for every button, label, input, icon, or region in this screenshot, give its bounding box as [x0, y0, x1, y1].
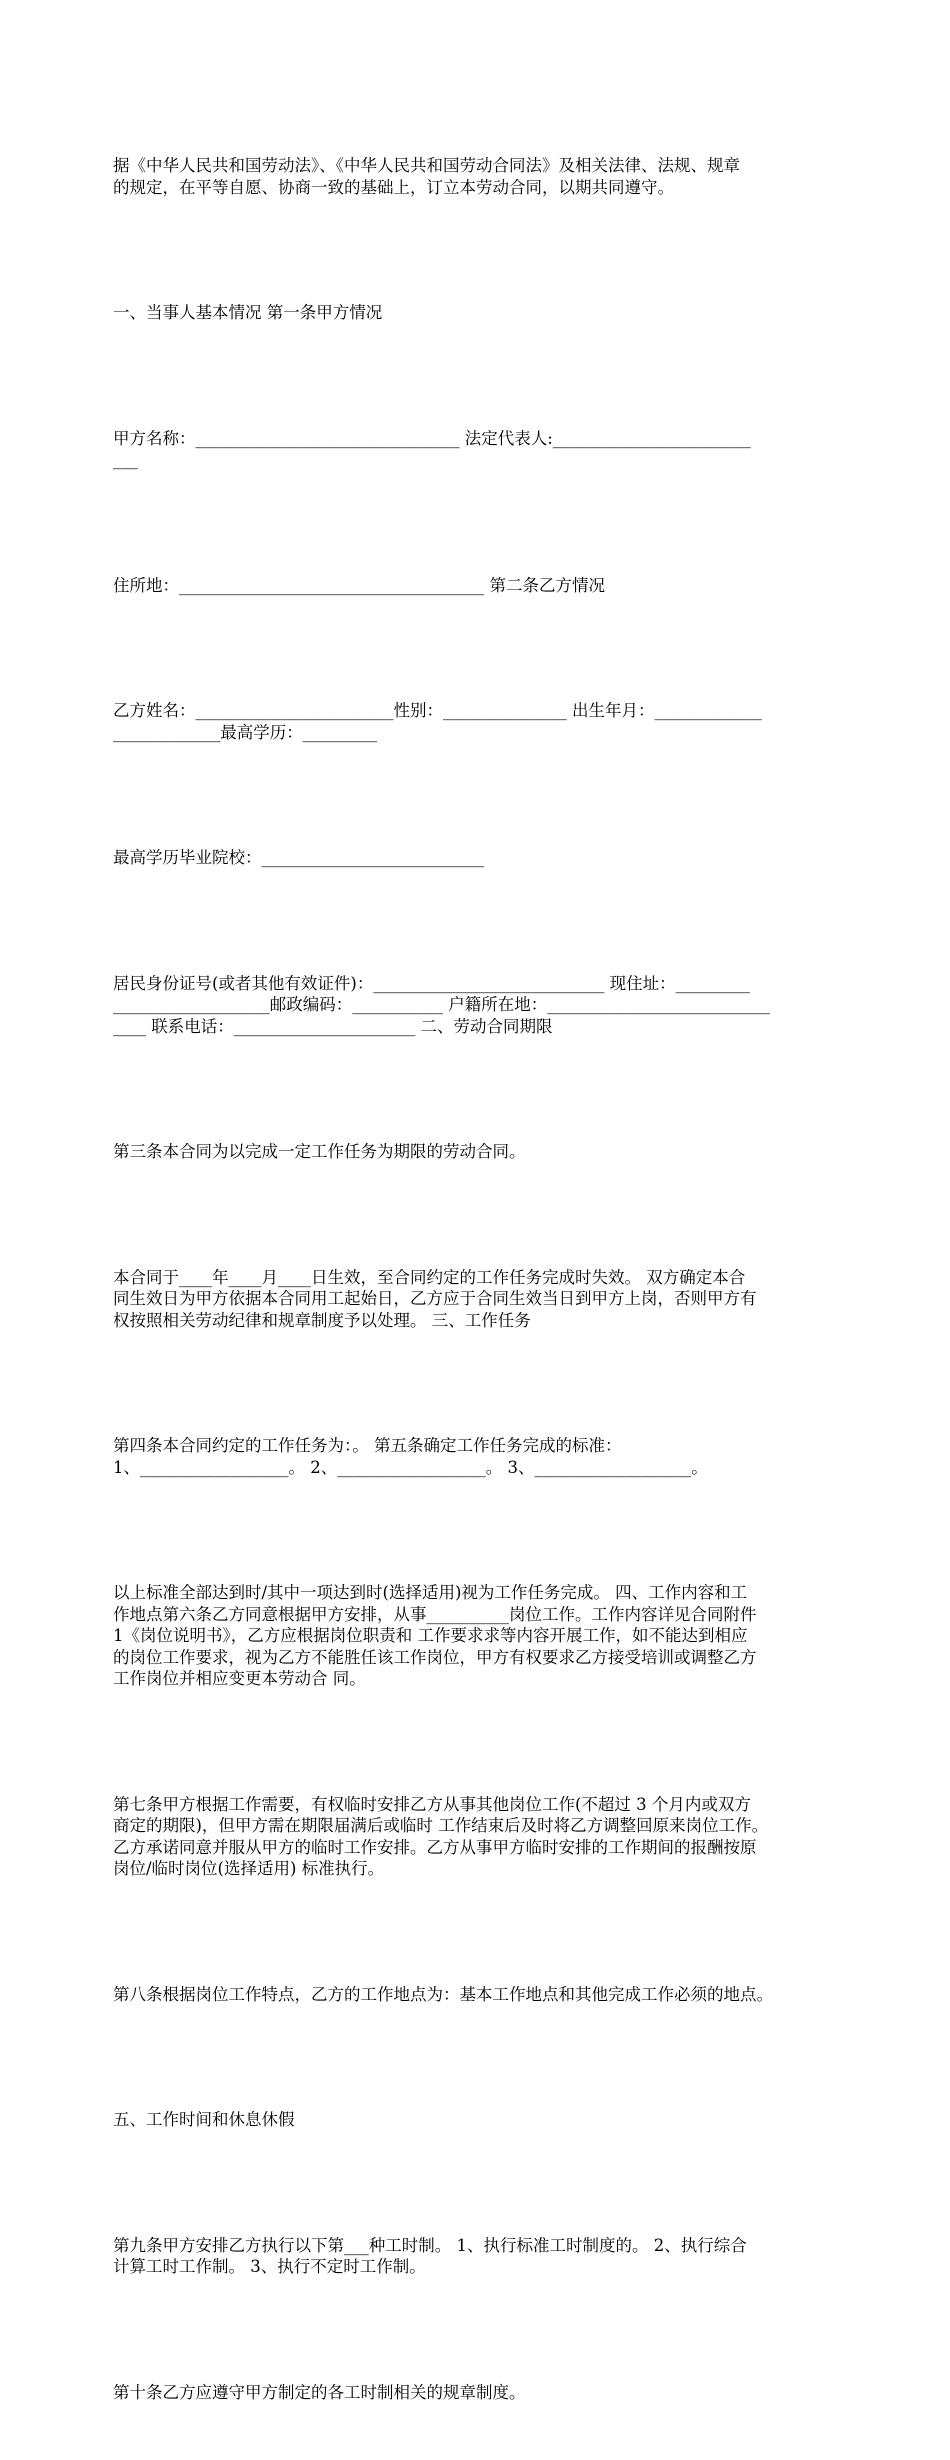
text-line: 第七条甲方根据工作需要，有权临时安排乙方从事其他岗位工作(不超过 3 个月内或双方 — [113, 1794, 751, 1814]
text-line: ___________________邮政编码：___________ 户籍所在地：___________________________ — [113, 995, 770, 1014]
article-3-paragraph — [113, 1098, 853, 1206]
article-8-paragraph — [113, 1941, 853, 2049]
text-line: 计算工时工作制。 3、执行不定时工作制。 — [113, 2257, 426, 2276]
text-line: 第八条根据岗位工作特点，乙方的工作地点为：基本工作地点和其他完成工作必须的地点。 — [113, 1984, 773, 2004]
contract-body — [113, 112, 853, 2460]
text-line: ___ — [113, 450, 138, 469]
text-line: 第十条乙方应遵守甲方制定的各工时制相关的规章制度。 — [113, 2382, 526, 2402]
text-line: 最高学历毕业院校：___________________________ — [113, 848, 485, 867]
article-7-paragraph — [113, 1751, 853, 1923]
text-line: 据《中华人民共和国劳动法》、《中华人民共和国劳动合同法》及相关法律、法规、规章 — [113, 156, 740, 175]
text-line: 的规定，在平等自愿、协商一致的基础上，订立本劳动合同，以期共同遵守。 — [113, 177, 674, 197]
text-line: ____ 联系电话：______________________ 二、劳动合同期限 — [113, 1016, 553, 1036]
text-line: 本合同于____年____月____日生效，至合同约定的工作任务完成时失效。 双方确定本合 — [113, 1267, 746, 1287]
preamble-paragraph — [113, 112, 853, 241]
text-line: 作地点第六条乙方同意根据甲方安排，从事__________岗位工作。工作内容详见合同附件 — [113, 1604, 757, 1624]
article-9-paragraph — [113, 2192, 853, 2321]
text-line: 1、__________________。 2、__________________。 3、___________________。 — [113, 1457, 708, 1477]
text-line: 乙方姓名：________________________性别：_______________ 出生年月：_____________ — [113, 701, 762, 720]
text-line: 甲方名称：________________________________ 法定代表人:________________________ — [113, 428, 751, 448]
text-line: 1《岗位说明书》，乙方应根据岗位职责和 工作要求求等内容开展工作，如不能达到相应 — [113, 1626, 748, 1645]
text-line: 一、当事人基本情况 第一条甲方情况 — [113, 303, 383, 322]
article-6-paragraph — [113, 1539, 853, 1733]
article-4-5-paragraph — [113, 1392, 853, 1521]
party-a-address-field — [113, 532, 853, 640]
text-line: 第四条本合同约定的工作任务为：。 第五条确定工作任务完成的标准： — [113, 1436, 622, 1455]
text-line: 的岗位工作要求，视为乙方不能胜任该工作岗位，甲方有权要求乙方接受培训或调整乙方 — [113, 1647, 757, 1667]
text-line: 五、工作时间和休息休假 — [113, 2110, 295, 2129]
text-line: 居民身份证号(或者其他有效证件)：____________________________ 现住址：_________ — [113, 973, 750, 993]
text-line: _____________最高学历：_________ — [113, 722, 377, 742]
party-a-name-field — [113, 385, 853, 514]
text-line: 第三条本合同为以完成一定工作任务为期限的劳动合同。 — [113, 1142, 526, 1161]
text-line: 工作岗位并相应变更本劳动合 同。 — [113, 1669, 366, 1688]
graduate-school-field — [113, 804, 853, 912]
text-line: 权按照相关劳动纪律和规章制度予以处理。 三、工作任务 — [113, 1310, 531, 1330]
text-line: 住所地：_____________________________________ 第二条乙方情况 — [113, 575, 605, 595]
id-address-field — [113, 930, 853, 1081]
text-line: 乙方承诺同意并服从甲方的临时工作安排。乙方从事甲方临时安排的工作期间的报酬按原 — [113, 1837, 757, 1857]
section-heading — [113, 259, 853, 367]
text-line: 同生效日为甲方依据本合同用工起始日，乙方应于合同生效当日到甲方上岗，否则甲方有 — [113, 1289, 757, 1308]
text-line: 商定的期限)，但甲方需在期限届满后或临时 工作结束后及时将乙方调整回原来岗位工作。 — [113, 1816, 769, 1835]
section-5-heading — [113, 2066, 853, 2174]
text-line: 以上标准全部达到时/其中一项达到时(选择适用)视为工作任务完成。 四、工作内容和工 — [113, 1583, 748, 1602]
effective-date-paragraph — [113, 1224, 853, 1375]
article-10-paragraph — [113, 2339, 853, 2447]
text-line: 第九条甲方安排乙方执行以下第___种工时制。 1、执行标准工时制度的。 2、执行综合 — [113, 2235, 747, 2255]
text-line: 岗位/临时岗位(选择适用) 标准执行。 — [113, 1859, 385, 1878]
party-b-info-field — [113, 657, 853, 786]
